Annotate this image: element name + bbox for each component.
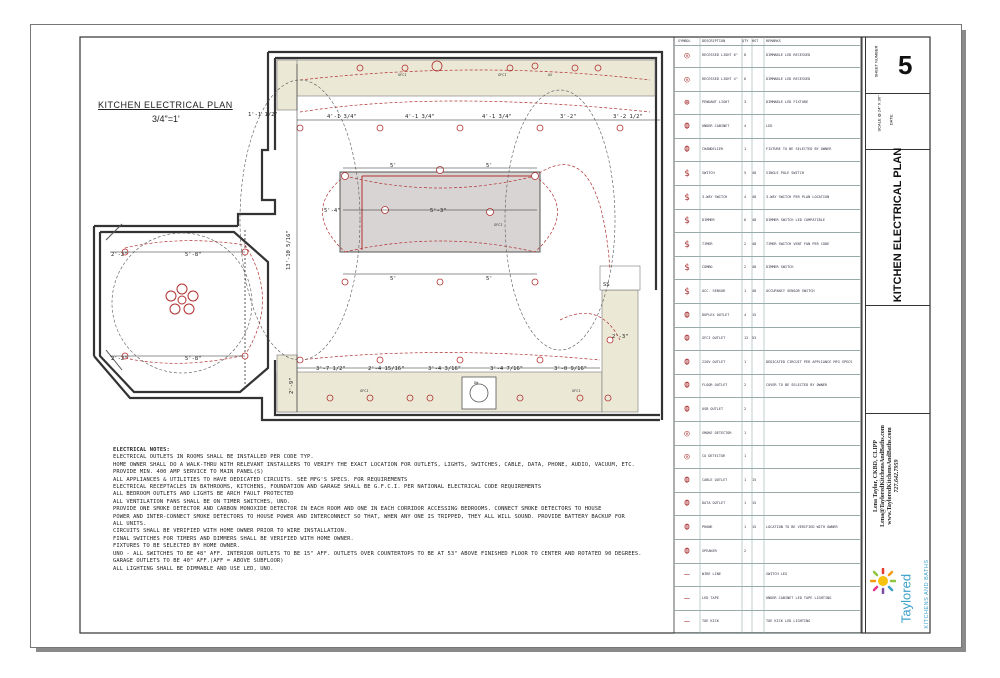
legend-description: DIMMER — [702, 218, 715, 223]
designer-phone: 727.642.7959 — [894, 459, 900, 493]
designer-name: Lena Taylor, CKBD, CLIPP — [873, 440, 879, 512]
legend-symbol-icon: Ф — [684, 381, 690, 392]
legend-remarks: LOCATION TO BE VERIFIED WITH OWNER — [766, 525, 838, 529]
legend-row — [674, 257, 861, 280]
legend-height: 15 — [752, 525, 757, 529]
legend-row — [674, 588, 861, 611]
legend-row — [674, 564, 861, 587]
legend-description: SMOKE DETECTOR — [702, 430, 732, 435]
legend-description: 3-WAY SWITCH — [702, 194, 728, 199]
legend-description: FLOOR OUTLET — [702, 383, 728, 388]
legend-description: UNDER CABINET — [702, 123, 730, 128]
note-line: PROVIDE MIN. 400 AMP SERVICE TO MAIN PANEL(S) — [113, 469, 264, 476]
blank-cell — [866, 305, 930, 414]
date-label: DATE: — [888, 113, 894, 126]
legend-remarks: TIMER SWITCH VENT FAN PER CODE — [766, 241, 830, 246]
label-gfci-top: GFCI — [398, 73, 407, 77]
legend-qty: 2 — [744, 407, 747, 411]
legend-qty: 1 — [744, 289, 747, 293]
legend-qty: 1 — [744, 430, 747, 435]
sheet-number: 5 — [898, 50, 913, 80]
legend-qty: 6 — [744, 76, 747, 81]
legend-symbol-icon: Ф — [684, 145, 690, 156]
legend-description: RECESSED LIGHT 4" — [702, 76, 738, 81]
dim-left-vertical: 2'-9" — [289, 377, 295, 394]
legend-symbol-icon: $ — [684, 239, 690, 250]
dim-island-top-left: 5' — [390, 163, 397, 169]
legend-qty: 1 — [744, 147, 747, 152]
note-line: GARAGE OUTLETS TO BE 40" AFF.(AFF = ABOVE SUBFLOOR) — [113, 558, 284, 565]
legend-symbol-icon: Ф — [684, 121, 690, 132]
legend-qty: 5 — [744, 171, 747, 175]
legend-height: 15 — [752, 477, 757, 482]
legend-height: 48 — [752, 289, 757, 293]
legend-symbol-icon: ◎ — [684, 452, 690, 463]
note-line: ALL LIGHTING SHALL BE DIMMABLE AND USE LED, UNO. — [113, 565, 274, 572]
legend-row — [674, 517, 861, 540]
legend-description: DATA OUTLET — [702, 501, 726, 506]
note-line: ELECTRICAL OUTLETS IN ROOMS SHALL BE INSTALLED PER CODE TYP. — [113, 454, 314, 461]
legend-symbol-icon: ⊕ — [684, 98, 690, 109]
legend-remarks: LED — [766, 123, 773, 128]
legend-description: COMBO — [702, 265, 713, 270]
legend-qty: 2 — [744, 383, 747, 388]
note-line: FIXTURES TO BE SELECTED BY HOME OWNER. — [113, 543, 241, 550]
legend-height: 53 — [752, 336, 757, 341]
legend-remarks: DIMMABLE LED FIXTURE — [766, 100, 809, 105]
legend-row — [674, 328, 861, 351]
legend-row — [674, 375, 861, 398]
legend-description: USB OUTLET — [702, 407, 724, 411]
label-oven: OV — [548, 73, 553, 77]
legend-description: CO DETECTOR — [702, 454, 726, 459]
legend-symbol-icon: $ — [684, 192, 690, 203]
legend-row — [674, 92, 861, 115]
sheet-number-label: SHEET NUMBER — [873, 45, 879, 78]
legend-qty: 2 — [744, 265, 747, 270]
legend-remarks: SINGLE POLE SWITCH — [766, 171, 804, 175]
logo-subtitle: KITCHENS AND BATHS — [924, 559, 930, 629]
legend-description: CABLE OUTLET — [702, 477, 728, 482]
legend-row — [674, 399, 861, 422]
legend-qty: 12 — [744, 336, 749, 341]
legend-symbol-icon: Ф — [684, 334, 690, 345]
legend-qty: 4 — [744, 312, 747, 317]
legend-description: SPEAKER — [702, 548, 717, 553]
label-gfci-bottom-2: GFCI — [572, 389, 581, 393]
legend-description: TIMER — [702, 241, 713, 246]
dim-top-4: 3'-2" — [560, 114, 577, 120]
legend-row — [674, 281, 861, 304]
legend-qty: 4 — [744, 123, 747, 128]
legend-description: TOE KICK — [702, 619, 719, 624]
dim-top-3: 4'-1 3/4" — [482, 114, 512, 120]
legend-header-qty: QTY — [742, 39, 749, 43]
note-line: HOME OWNER SHALL DO A WALK-THRU WITH RELEVANT INSTALLERS TO VERIFY THE EXACT LOCATION FOR OUTLETS, LIGHTS, SWITCHES, CABLE, DATA, PHONE, AUDIO, VACUUM, ETC. — [113, 461, 635, 468]
legend-symbol-icon: — — [684, 593, 690, 604]
legend-qty: 2 — [744, 548, 747, 553]
legend-symbol-icon: Ф — [684, 475, 690, 486]
legend-qty: 1 — [744, 359, 747, 364]
legend-symbol-icon: — — [684, 617, 690, 628]
legend-row — [674, 163, 861, 186]
legend-header-height: HGT — [752, 39, 759, 43]
legend-qty: 1 — [744, 501, 747, 506]
legend-remarks: UNDER CABINET LED TAPE LIGHTING — [766, 595, 832, 600]
label-gfci-island: GFCI — [494, 223, 503, 227]
legend-qty: 4 — [744, 194, 747, 199]
dim-vertical-main: 13'-10 5/16" — [286, 230, 292, 270]
note-line: CIRCUITS SHALL BE VERIFIED WITH HOME OWNER PRIOR TO WIRE INSTALLATION. — [113, 528, 348, 535]
legend-row — [674, 45, 861, 68]
dim-bottom-3: 3'-4 3/16" — [428, 366, 462, 372]
legend-qty: 1 — [744, 525, 747, 529]
legend-remarks: 3-WAY SWITCH PER PLAN LOCATION — [766, 194, 830, 199]
dim-bottom-2: 2'-4 15/16" — [368, 366, 405, 372]
note-line: ELECTRICAL RECEPTACLES IN BATHROOMS, KITCHENS, FOUNDATION AND GARAGE SHALL BE G.F.C.I. PER NATIONAL ELECTRICAL CODE REQUIREMENTS — [113, 484, 542, 491]
legend-qty: 6 — [744, 218, 747, 223]
logo-text: Taylored — [898, 573, 914, 624]
legend-description: OCC. SENSOR — [702, 289, 726, 293]
legend-symbol-icon: Ф — [684, 523, 690, 533]
scale-label: SCALE @ 24" X 36" — [876, 95, 882, 132]
legend-row — [674, 210, 861, 233]
legend-row — [674, 541, 861, 564]
legend-remarks: SWITCH LEG — [766, 572, 788, 577]
legend-remarks: OCCUPANCY SENSOR SWITCH — [766, 289, 815, 293]
legend-height: 48 — [752, 171, 757, 175]
electrical-notes — [113, 447, 643, 573]
legend-symbol-icon: ◎ — [684, 428, 690, 439]
legend-description: PHONE — [702, 525, 713, 529]
note-line: PROVIDE ONE SMOKE DETECTOR AND CARBON MONOXIDE DETECTOR IN EACH ROOM AND ONE IN EACH CORRIDOR ACCESSING BEDROOMS. CONNECT SMOKE DETECTORS TO HOUSE — [113, 506, 602, 513]
legend-row — [674, 139, 861, 162]
dim-island-bottom: 5' — [390, 276, 397, 282]
note-line: UNO - ALL SWITCHES TO BE 48" AFF. INTERIOR OUTLETS TO BE 15" AFF. OUTLETS OVER COUNTERTOPS TO BE AT 53" ABOVE FINISHED FLOOR TO CENTER AND ROTATED 90 DEGREES. — [113, 550, 642, 557]
legend-qty: 8 — [744, 53, 747, 57]
note-line: ALL BEDROOM OUTLETS AND LIGHTS BE ARCH FAULT PROTECTED — [113, 491, 294, 498]
legend-remarks: TOE KICK LED LIGHTING — [766, 619, 811, 624]
title-block — [865, 37, 930, 633]
dim-island-mid: 5'-3" — [430, 208, 447, 214]
legend-row — [674, 352, 861, 375]
legend-row — [674, 116, 861, 139]
legend-symbol-icon: — — [684, 570, 690, 581]
plan-scale: 3/4"=1' — [152, 114, 180, 124]
legend-height: 48 — [752, 194, 757, 199]
legend-row — [674, 69, 861, 92]
legend-symbol-icon: Ф — [684, 310, 690, 321]
dim-island-left: 5'-4" — [324, 208, 341, 214]
legend-remarks: DIMMER SWITCH — [766, 265, 794, 270]
legend-symbol-icon: ◎ — [684, 51, 690, 61]
legend-description: CHANDELIER — [702, 147, 724, 152]
designer-cell — [866, 413, 930, 633]
note-line: ALL VENTILATION FANS SHALL BE ON TIMER SWITCHES, UNO. — [113, 498, 291, 505]
dim-bottom-1: 3'-7 1/2" — [316, 366, 346, 372]
drawing-title: KITCHEN ELECTRICAL PLAN — [892, 147, 904, 303]
drawing-title-cell — [866, 149, 930, 306]
legend-remarks: DIMMABLE LED RECESSED — [766, 53, 811, 57]
legend-qty: 2 — [744, 241, 747, 246]
label-gfci-top-2: GFCI — [498, 73, 507, 77]
legend-height: 48 — [752, 218, 757, 223]
legend-height: 15 — [752, 501, 757, 506]
legend-symbol-icon: $ — [684, 287, 690, 297]
legend-remarks: FIXTURE TO BE SELECTED BY OWNER — [766, 147, 832, 152]
legend-remarks: DIMMER SWITCH LED COMPATIBLE — [766, 218, 826, 223]
note-line: POWER AND INTER-CONNECT SMOKE DETECTORS TO HOUSE POWER AND INTERCONNECT SO THAT, WHEN ANY ONE IS TRIPPED, THEY ALL WILL SOUND. PROVIDE BATTERY BACKUP FOR — [113, 513, 625, 520]
note-line: FINAL SWITCHES FOR TIMERS AND DIMMERS SHALL BE VERIFIED WITH HOME OWNER. — [113, 535, 354, 542]
dim-top-left: 1'-1 1/2" — [248, 112, 278, 118]
plan-title: KITCHEN ELECTRICAL PLAN — [98, 100, 233, 110]
legend-remarks: DEDICATED CIRCUIT PER APPLIANCE MFG SPECS — [766, 359, 853, 364]
chandelier-fixture — [166, 284, 198, 314]
label-gfci-bottom: GFCI — [360, 389, 369, 393]
legend-row — [674, 446, 861, 469]
legend-height: 15 — [752, 312, 757, 317]
legend-description: LED TAPE — [702, 595, 719, 600]
legend-symbol-icon: Ф — [684, 357, 690, 368]
legend-remarks: COVER TO BE SELECTED BY OWNER — [766, 383, 828, 388]
legend-header-symbol: SYMBOL — [678, 39, 691, 43]
legend-row — [674, 305, 861, 328]
scale-date-cell — [866, 93, 930, 150]
dim-island-bottom-right: 5' — [486, 276, 493, 282]
legend-qty: 3 — [744, 100, 747, 105]
note-line: ALL APPLIANCES & UTILITIES TO HAVE DEDICATED CIRCUITS. SEE MFG'S SPECS. FOR REQUIREMENTS — [113, 476, 408, 483]
dim-bay-top-left: 2'-2" — [111, 252, 128, 258]
dim-right-side: 2'-3" — [612, 334, 629, 340]
legend-description: WIRE LINE — [702, 572, 721, 577]
dim-bay-bottom-left: 2'-2" — [111, 356, 128, 362]
dim-top-2: 4'-1 3/4" — [405, 114, 435, 120]
dim-bay-top-mid: 5'-8" — [185, 252, 202, 258]
sun-logo-icon — [870, 568, 896, 594]
legend-header-remarks: REMARKS — [766, 39, 781, 43]
notes-heading: ELECTRICAL NOTES: — [113, 447, 170, 453]
note-line: ALL UNITS. — [113, 521, 147, 528]
legend-row — [674, 493, 861, 516]
designer-website: www.TayloredKitchensAndBaths.com — [887, 427, 893, 525]
legend-row — [674, 611, 861, 634]
legend-symbol-icon: $ — [684, 216, 690, 227]
legend-row — [674, 423, 861, 446]
legend-height: 48 — [752, 265, 757, 270]
legend-description: 220V OUTLET — [702, 359, 726, 364]
legend-symbol-icon: $ — [684, 169, 690, 179]
legend-row — [674, 187, 861, 210]
legend-header-description: DESCRIPTION — [702, 39, 726, 43]
legend-description: SWITCH — [702, 171, 715, 175]
legend-description: GFCI OUTLET — [702, 336, 726, 341]
label-switch-bank: SS — [603, 282, 610, 288]
dim-top-5: 3'-2 1/2" — [613, 114, 643, 120]
legend-description: RECESSED LIGHT 6" — [702, 53, 738, 57]
legend-symbol-icon: ◎ — [684, 74, 690, 85]
dim-bottom-5: 3'-0 9/16" — [554, 366, 588, 372]
legend-height: 48 — [752, 241, 757, 246]
legend-symbol-icon: Ф — [684, 405, 690, 415]
label-dw: DW — [474, 381, 479, 385]
legend-qty: 1 — [744, 477, 747, 482]
legend-row — [674, 470, 861, 493]
legend-description: DUPLEX OUTLET — [702, 312, 730, 317]
legend-description: PENDANT LIGHT — [702, 100, 730, 105]
legend-qty: 1 — [744, 454, 747, 459]
dim-top-1: 4'-1 3/4" — [327, 114, 357, 120]
dim-bay-bottom-mid: 5'-8" — [185, 356, 202, 362]
legend-symbol-icon: $ — [684, 263, 690, 274]
legend-symbol-icon: Ф — [684, 546, 690, 557]
legend-symbol-icon: Ф — [684, 499, 690, 510]
dim-bottom-4: 3'-4 7/16" — [490, 366, 524, 372]
dim-island-top-right: 5' — [486, 163, 493, 169]
legend-row — [674, 234, 861, 257]
legend-remarks: DIMMABLE LED RECESSED — [766, 76, 811, 81]
designer-email: Lena@TayloredKitchensAndBaths.com — [880, 425, 886, 527]
